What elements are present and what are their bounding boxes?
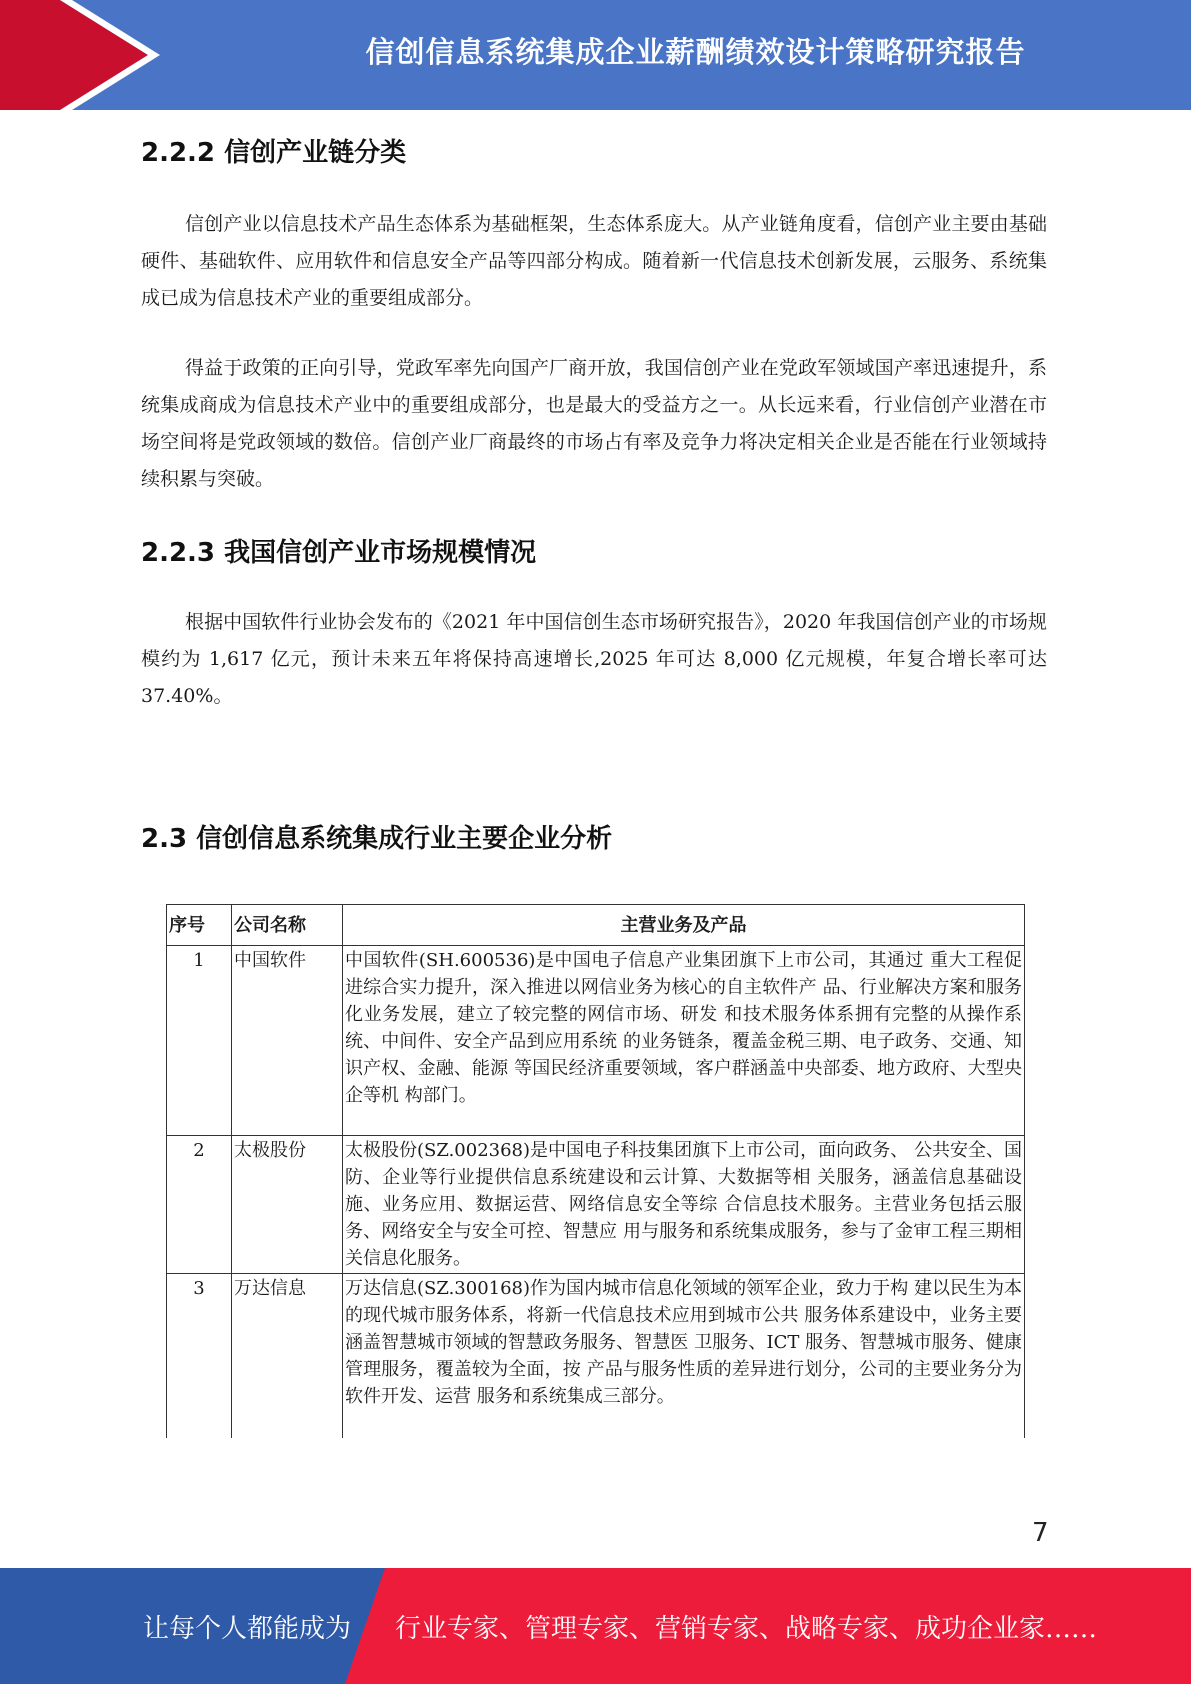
col-header-business: 主营业务及产品: [343, 905, 1025, 946]
company-name: 万达信息: [232, 1274, 343, 1438]
section-heading-2-2-2: 2.2.2 信创产业链分类: [141, 138, 407, 168]
row-number: 3: [167, 1274, 232, 1438]
row-number: 1: [167, 946, 232, 1136]
col-header-company: 公司名称: [232, 905, 343, 946]
company-business: 太极股份(SZ.002368)是中国电子科技集团旗下上市公司，面向政务、 公共安全、国防、企业等行业提供信息系统建设和云计算、大数据等相 关服务，涵盖信息基础设施、业务应用、数据运营、网络信息安全等综 合信息技术服务。主营业务包括云服务、网络安全与安全可控、智慧应 用与服务和系统集成服务，参与了金审工程三期相关信息化服务。: [343, 1136, 1025, 1274]
section-heading-2-2-3: 2.2.3 我国信创产业市场规模情况: [141, 538, 537, 568]
row-number: 2: [167, 1136, 232, 1274]
company-business: 中国软件(SH.600536)是中国电子信息产业集团旗下上市公司，其通过 重大工程促进综合实力提升，深入推进以网信业务为核心的自主软件产 品、行业解决方案和服务化业务发展，建立了较完整的网信市场、研发 和技术服务体系拥有完整的从操作系统、中间件、安全产品到应用系统 的业务链条，覆盖金税三期、电子政务、交通、知识产权、金融、能源 等国民经济重要领域，客户群涵盖中央部委、地方政府、大型央企等机 构部门。: [343, 946, 1025, 1136]
page-header: [0, 0, 1191, 110]
company-business: 万达信息(SZ.300168)作为国内城市信息化领域的领军企业，致力于构 建以民生为本的现代城市服务体系，将新一代信息技术应用到城市公共 服务体系建设中，业务主要涵盖智慧城市领域的智慧政务服务、智慧医 卫服务、ICT 服务、智慧城市服务、健康管理服务，覆盖较为全面，按 产品与服务性质的差异进行划分，公司的主要业务分为软件开发、运营 服务和系统集成三部分。: [343, 1274, 1025, 1438]
paragraph-policy: 得益于政策的正向引导，党政军率先向国产厂商开放，我国信创产业在党政军领域国产率迅速提升，系统集成商成为信息技术产业中的重要组成部分，也是最大的受益方之一。从长远来看，行业信创产业潜在市场空间将是党政领域的数倍。信创产业厂商最终的市场占有率及竞争力将决定相关企业是否能在行业领域持续积累与突破。: [141, 357, 1047, 490]
table-row: [167, 1274, 1025, 1438]
companies-table: [166, 904, 1025, 1438]
table-row: [167, 1136, 1025, 1274]
company-name: 中国软件: [232, 946, 343, 1136]
report-title: 信创信息系统集成企业薪酬绩效设计策略研究报告: [365, 34, 1026, 69]
footer-slogan-right: 行业专家、管理专家、营销专家、战略专家、成功企业家……: [395, 1613, 1098, 1644]
paragraph-market-size: 根据中国软件行业协会发布的《2021 年中国信创生态市场研究报告》，2020 年我国信创产业的市场规模约为 1,617 亿元，预计未来五年将保持高速增长,2025 年可达 8,000 亿元规模，年复合增长率可达 37.40%。: [141, 611, 1047, 707]
table-row: [167, 946, 1025, 1136]
table-header-row: [167, 905, 1025, 946]
page-footer: [0, 1568, 1191, 1684]
col-header-no: 序号: [167, 905, 232, 946]
company-name: 太极股份: [232, 1136, 343, 1274]
paragraph-industry-chain: 信创产业以信息技术产品生态体系为基础框架，生态体系庞大。从产业链角度看，信创产业主要由基础硬件、基础软件、应用软件和信息安全产品等四部分构成。随着新一代信息技术创新发展，云服务、系统集成已成为信息技术产业的重要组成部分。: [141, 213, 1047, 309]
section-heading-2-3: 2.3 信创信息系统集成行业主要企业分析: [141, 824, 613, 854]
page-number: 7: [1032, 1518, 1049, 1548]
footer-slogan-left: 让每个人都能成为: [143, 1613, 352, 1644]
